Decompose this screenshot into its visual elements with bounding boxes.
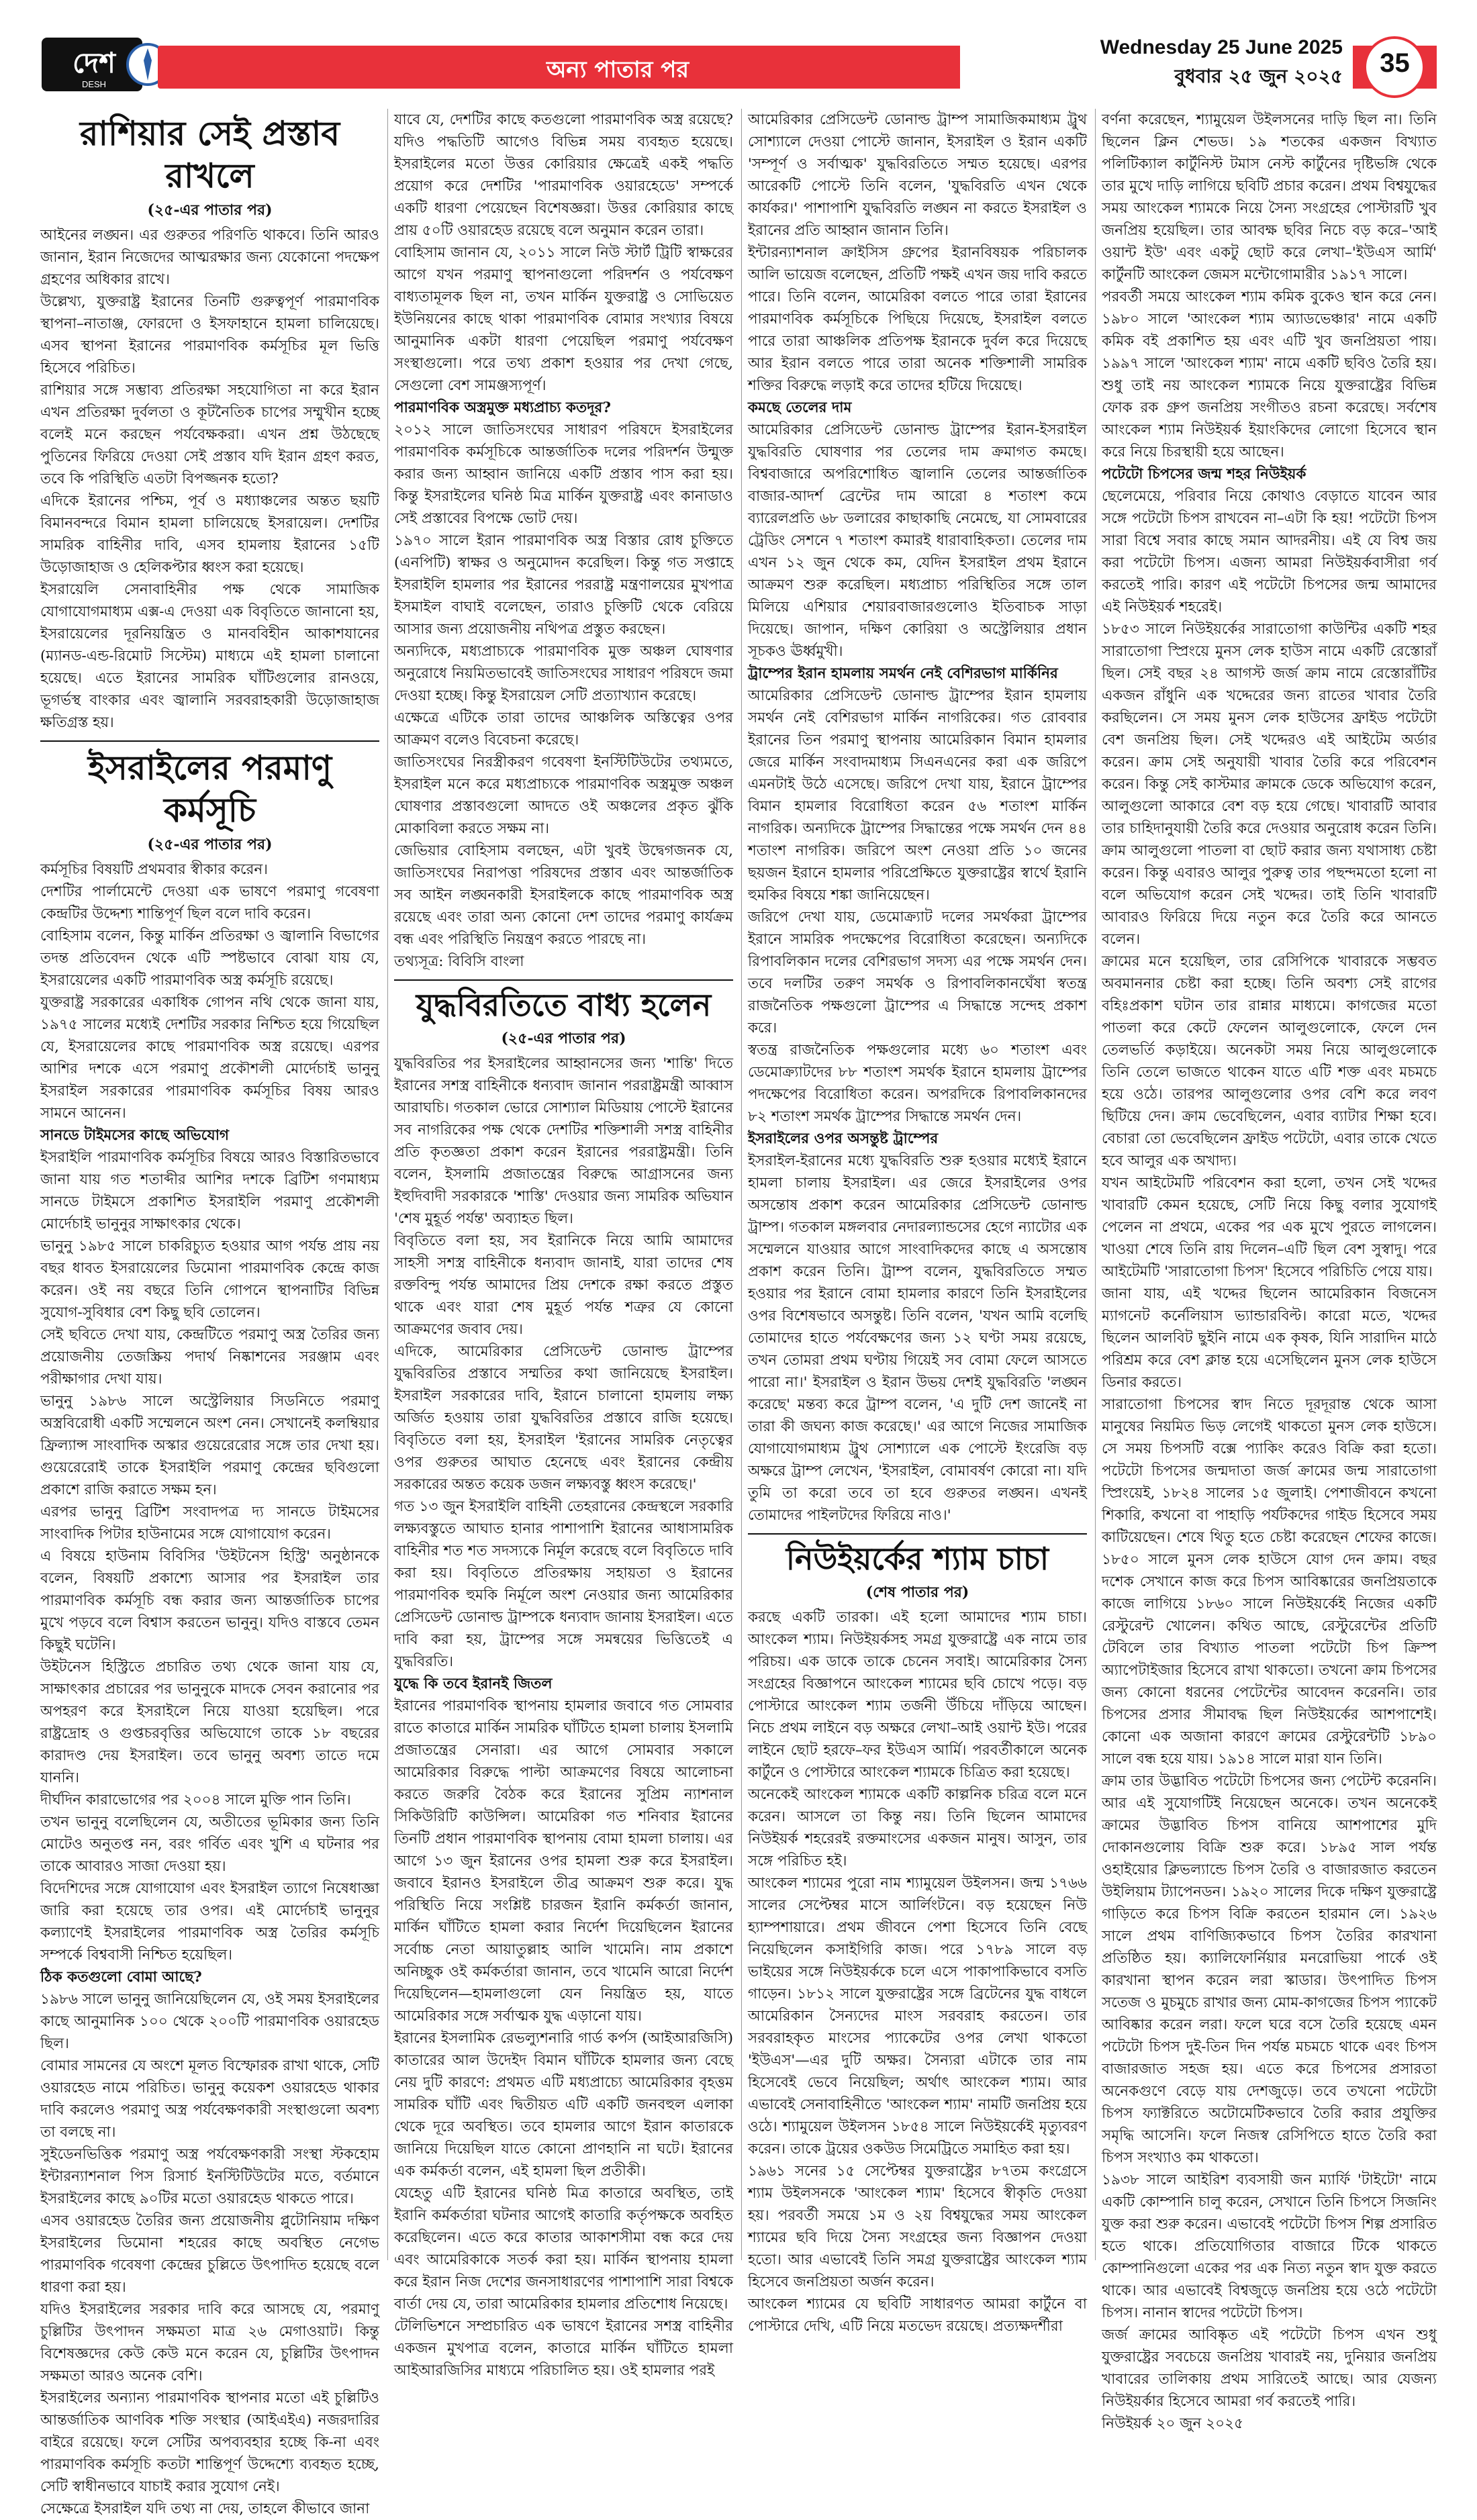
paragraph: ইসরাইল-ইরানের মধ্যে যুদ্ধবিরতি শুরু হওয়ার মধ্যেই ইরানে হামলা চালায় ইসরাইল। এর জেরে ইসরাইলের ওপর অসন্তোষ প্রকাশ করেন আমেরিকার প্রেসিডেন্ট ডোনাল্ড ট্রাম্প। গতকাল মঙ্গলবার নেদারল্যান্ডসের হেগে ন্যাটোর এক সম্মেলনে যাওয়ার আগে সাংবাদিকদের কাছে এ অসন্তোষ প্রকাশ করেন তিনি। ট্রাম্প বলেন, যুদ্ধবিরতিতে সম্মত হওয়ার পর ইরানে বোমা হামলার কারণে তিনি ইসরাইলের ওপর বিশেষভাবে অসন্তুষ্ট। তিনি বলেন, 'যখন আমি বলেছি তোমাদের হাতে পর্যবেক্ষণের জন্য ১২ ঘণ্টা সময় রয়েছে, তখন তোমরা প্রথম ঘণ্টায় গিয়েই সব বোমা ফেলে আসতে পারো না।' ইসরাইল ও ইরান উভয় দেশই যুদ্ধবিরতি 'লঙ্ঘন করেছে' মন্তব্য করে ট্রাম্প বলেন, 'এ দুটি দেশ জানেই না তারা কী জঘন্য কাজ করেছে।' এর আগে নিজের সামাজিক যোগাযোগমাধ্যম ট্রুথ সোশ্যালে এক পোস্টে ইংরেজি বড় অক্ষরে ট্রাম্প লেখেন, 'ইসরাইল, বোমাবর্ষণ কোরো না। যদি তুমি তা করো তবে তা হবে গুরুতর লঙ্ঘন। এখনই তোমাদের পাইলটদের ফিরিয়ে নাও।' [748, 1153, 1087, 1524]
source-credit: তথ্যসূত্র: বিবিসি বাংলা [394, 953, 524, 970]
paragraph: ইসরায়েলি সেনাবাহিনীর পক্ষ থেকে সামাজিক যোগাযোগমাধ্যম এক্স-এ দেওয়া এক বিবৃতিতে জানানো হয়, ইসরায়েলের দূরনিয়ন্ত্রিত ও মানববিহীন আকাশযানের (ম্যানড-এন্ড-রিমোট সিস্টেম) মাধ্যমে এই হামলা চালানো হয়েছে। এতে ইরানের সামরিক ঘাঁটিগুলোর রানওয়ে, ভূগর্ভস্থ বাংকার এবং জ্বালানি সরবরাহকারী উড়োজাহাজ ক্ষতিগ্রস্ত হয়। [40, 581, 379, 731]
headline-uncle-sam: নিউইয়র্কের শ্যাম চাচা [785, 1541, 1049, 1577]
paragraph: গত ১৩ জুন ইসরাইলি বাহিনী তেহরানের কেন্দ্রস্থলে সরকারি লক্ষ্যবস্তুতে আঘাত হানার পাশাপাশি ইরানের আধাসামরিক বাহিনীর শত শত সদস্যকে নির্মূল করেছে বলে বিবৃতিতে দাবি করা হয়। বিবৃতিতে প্রতিরক্ষায় সহায়তা ও ইরানের পারমাণবিক হুমকি নির্মূলে অংশ নেওয়ার জন্য আমেরিকার প্রেসিডেন্ট ডোনাল্ড ট্রাম্পকে ধন্যবাদ জানায় ইসরাইল। এতে দাবি করা হয়, ট্রাম্পের সঙ্গে সমন্বয়ের ভিত্তিতেই এ যুদ্ধবিরতি। [394, 1498, 733, 1670]
paragraph: ছেলেমেয়ে, পরিবার নিয়ে কোথাও বেড়াতে যাবেন আর সঙ্গে পটেটো চিপস রাখবেন না–এটা কি হয়! পটেটো চিপস সারা বিশ্বে সবার কাছে সমান আদরনীয়। এই যে বিশ্ব জয় করা পটেটো চিপস। এজন্য আমরা নিউইয়র্কবাসীরা গর্ব করতেই পারি। কারণ এই পটেটো চিপসের জন্ম আমাদের এই নিউইয়র্ক শহরেই। [1102, 488, 1437, 616]
subheading: সানডে টাইমসের কাছে অভিযোগ [40, 1127, 230, 1144]
paragraph: ১৯৮৬ সালে ভানুনু জানিয়েছিলেন যে, ওই সময় ইসরাইলের কাছে আনুমানিক ১০০ থেকে ২০০টি পারমাণবিক ওয়ারহেড ছিল। [40, 1991, 379, 2052]
paragraph: বোমার সামনের যে অংশে মূলত বিস্ফোরক রাখা থাকে, সেটি ওয়ারহেড নামে পরিচিত। ভানুনু কয়েকশ ওয়ারহেড থাকার দাবি করলেও পরমাণু অস্ত্র পর্যবেক্ষণকারী সংস্থাগুলো অবশ্য তা বলছে না। [40, 2057, 379, 2141]
divider [748, 1533, 1087, 1535]
continuation-note: (২৫-এর পাতার পর) [501, 1029, 626, 1047]
paragraph: ভানুনু ১৯৮৫ সালে চাকরিচ্যুত হওয়ার আগ পর্যন্ত প্রায় নয় বছর ধাবত ইসরায়েলের ডিমোনা পারমাণবিক কেন্দ্রে কাজ করেন। ওই নয় বছরে তিনি গোপনে স্থাপনাটির বিভিন্ন সুযোগ-সুবিধার বেশ কিছু ছবি তোলেন। [40, 1238, 379, 1321]
paragraph: ইরানের ইসলামিক রেভল্যুশনারি গার্ড কর্পস (আইআরজিসি) কাতারের আল উদেইদ বিমান ঘাঁটিকে হামলার জন্য বেছে নেয় দুটি কারণে: প্রথমত এটি মধ্যপ্রাচ্যে আমেরিকার বৃহত্তম সামরিক ঘাঁটি এবং দ্বিতীয়ত এটি একটি জনবহুল এলাকা থেকে দূরে অবস্থিত। তবে হামলার আগে ইরান কাতারকে জানিয়ে দিয়েছিল যাতে কোনো প্রাণহানি না ঘটে। ইরানের এক কর্মকর্তা বলেন, এই হামলা ছিল প্রতীকী। [394, 2029, 733, 2180]
subheading: যুদ্ধে কি তবে ইরানই জিতল [394, 1675, 553, 1692]
headline-ceasefire: যুদ্ধবিরতিতে বাধ্য হলেন [416, 987, 712, 1023]
subheading: পটেটো চিপসের জন্ম শহর নিউইয়র্ক [1102, 466, 1306, 483]
paragraph: করছে একটি তারকা। এই হলো আমাদের শ্যাম চাচা। আংকেল শ্যাম। নিউইয়র্কসহ সমগ্র যুক্তরাষ্ট্রে এক নামে তার পরিচয়। এক ডাকে তাকে চেনেন সবাই। আমেরিকার সৈন্য সংগ্রহের বিজ্ঞাপনে আংকেল শ্যামের ছবি চোখে পড়ে। বড় পোস্টারে আংকেল শ্যাম তর্জনী উঁচিয়ে দাঁড়িয়ে আছেন। নিচে প্রথম লাইনে বড় অক্ষরে লেখা–আই ওয়ান্ট ইউ। পরের লাইনে ছোট হরফে–ফর ইউএস আর্মি। পরবর্তীকালে অনেক কার্টুনে ও পোস্টারে আংকেল শ্যামকে চিত্রিত করা হয়েছে। [748, 1608, 1087, 1781]
paragraph: জাতিসংঘের নিরস্ত্রীকরণ গবেষণা ইনস্টিটিউটের তথ্যমতে, ইসরাইল মনে করে মধ্যপ্রাচ্যকে পারমাণবিক অস্ত্রমুক্ত অঞ্চল ঘোষণার প্রস্তাবগুলো আদতে ওই অঞ্চলের প্রকৃত ঝুঁকি মোকাবিলা করতে সক্ষম না। [394, 754, 733, 837]
subheading: পারমাণবিক অস্ত্রমুক্ত মধ্যপ্রাচ্য কতদূর? [394, 399, 611, 416]
section-title: অন্য পাতার পর [546, 56, 689, 83]
paragraph: ইন্টারন্যাশনাল ক্রাইসিস গ্রুপের ইরানবিষয়ক পরিচালক আলি ভায়েজ বলেছেন, প্রতিটি পক্ষই এখন জয় দাবি করতে পারে। তিনি বলেন, আমেরিকা বলতে পারে তারা ইরানের পারমাণবিক কর্মসূচিকে পিছিয়ে দিয়েছে, ইসরাইল বলতে পারে তারা আঞ্চলিক প্রতিপক্ষ ইরানকে দুর্বল করে দিয়েছে আর ইরান বলতে পারে তারা অনেক শক্তিশালী সামরিক শক্তির বিরুদ্ধে লড়াই করে তাদের হটিয়ে দিয়েছে। [748, 244, 1087, 394]
column-rule [741, 109, 742, 2260]
paragraph: আমেরিকার প্রেসিডেন্ট ডোনাল্ড ট্রাম্প সামাজিকমাধ্যম ট্রুথ সোশ্যালে দেওয়া পোস্টে জানান, ইসরাইল ও ইরান একটি 'সম্পূর্ণ ও সর্বাত্মক' যুদ্ধবিরতিতে সম্মত হয়েছে। এরপর আরেকটি পোস্টে তিনি বলেন, 'যুদ্ধবিরতি এখন থেকে কার্যকর।' পাশাপাশি যুদ্ধবিরতি লঙ্ঘন না করতে ইসরাইল ও ইরানের প্রতি আহ্বান জানান তিনি। [748, 111, 1087, 239]
desh-logo [40, 34, 168, 95]
header-date [960, 36, 1349, 93]
logo-text: দেশ [73, 46, 115, 79]
paragraph: রাশিয়ার সঙ্গে সম্ভাব্য প্রতিরক্ষা সহযোগিতা না করে ইরান এখন প্রতিরক্ষা দুর্বলতা ও কূটনৈতিক চাপের সম্মুখীন হচ্ছে বলেই মনে করছেন পর্যবেক্ষকরা। এখন প্রশ্ন উঠছেছে পুতিনের ফিরিয়ে দেওয়া সেই প্রস্তাব যদি ইরান গ্রহণ করত, তবে কি পরিস্থিতি এতটা বিপজ্জনক হতো? [40, 382, 379, 487]
paragraph: এসব ওয়ারহেড তৈরির জন্য প্রয়োজনীয় প্লুটোনিয়াম দক্ষিণ ইসরাইলের ডিমোনা শহরের কাছে অবস্থিত নেগেভ পারমাণবিক গবেষণা কেন্দ্রের চুল্লিতে উৎপাদিত হয়েছে বলে ধারণা করা হয়। [40, 2213, 379, 2296]
paragraph: এ বিষয়ে হাউনাম বিবিসির 'উইটনেস হিস্ট্রি' অনুষ্ঠানকে বলেন, বিষয়টি প্রকাশ্যে আসার পর ইসরাইল তার পারমাণবিক কর্মসূচি বন্ধ করার জন্য আন্তর্জাতিক চাপের মুখে পড়বে বলে বিশ্বাস করতেন ভানুনু। যদিও বাস্তবে তেমন কিছুই ঘটেনি। [40, 1548, 379, 1653]
paragraph: ১৮৫৩ সালে নিউইয়র্কের সারাতোগা কাউন্টির একটি শহর সারাতোগা স্প্রিংয়ে মুনস লেক হাউস নামে একটি রেস্তোরাঁ ছিল। সেই বছর ২৪ আগস্ট জর্জ ক্রাম নামে রেস্তোরাঁটির একজন রাঁধুনি এক খদ্দেরের জন্য রাতের খাবার তৈরি করছিলেন। সে সময় মুনস লেক হাউসের ফ্রাইড পটেটো বেশ জনপ্রিয় ছিল। সেই খদ্দেরও এই আইটেম অর্ডার করেন। ক্রাম সেই অনুযায়ী খাবার তৈরি করে পরিবেশন করেন। কিন্তু সেই কাস্টমার ক্রামকে ডেকে অভিযোগ করেন, আলুগুলো আকারে বেশ বড় হয়ে গেছে। খাবারটি আবার তার চাহিদানুযায়ী তৈরি করে দেওয়ার অনুরোধ করেন তিনি। ক্রাম আলুগুলো পাতলা বা ছোট করার জন্য যথাসাধ্য চেষ্টা করেন। কিন্তু এবারও আলুর পুরুত্ব তার পছন্দমতো হলো না বলে অভিযোগ করেন সেই খদ্দের। তাই তিনি খাবারটি আবারও ফিরিয়ে দিয়ে নতুন করে তৈরি করে আনতে বলেন। [1102, 621, 1437, 948]
paragraph: এক্ষেত্রে এটিকে তারা তাদের আঞ্চলিক অস্তিত্বের ওপর আক্রমণ বলেও বিবেচনা করেছে। [394, 710, 733, 748]
paragraph: আইনের লঙ্ঘন। এর গুরুতর পরিণতি থাকবে। তিনি আরও জানান, ইরান নিজেদের আত্মরক্ষার জন্য যেকোনো পদক্ষেপ গ্রহণের অধিকার রাখে। [40, 227, 379, 288]
date-english: Wednesday 25 June 2025 [1100, 36, 1343, 58]
paragraph: যুক্তরাষ্ট্র সরকারের একাধিক গোপন নথি থেকে জানা যায়, ১৯৭৫ সালের মধ্যেই দেশটির সরকার নিশ্চিত হয়ে গিয়েছিল যে, ইসরায়েলের কাছে পারমাণবিক অস্ত্র রয়েছে। এরপর আশির দশকে এসে পরমাণু প্রকৌশলী মোর্দেচাই ভানুনু ইসরাইল সরকারের পারমাণবিক কর্মসূচির বিষয় আরও সামনে আনেন। [40, 994, 379, 1122]
paragraph: পরবর্তী সময়ে আংকেল শ্যাম কমিক বুকেও স্থান করে নেন। ১৯৮০ সালে 'আংকেল শ্যাম অ্যাডভেঞ্চার' নামে একটি কমিক বই প্রকাশিত হয় এবং এটি খুব জনপ্রিয়তা পায়। ১৯৯৭ সালে 'আংকেল শ্যাম' নামে একটি ছবিও তৈরি হয়। শুধু তাই নয় আংকেল শ্যামকে নিয়ে যুক্তরাষ্ট্রের বিভিন্ন ফোক রক গ্রুপ জনপ্রিয় সংগীতও রচনা করেছে। সর্বশেষ আংকেল শ্যাম নিউইয়র্ক ইয়াংকিদের লোগো হিসেবে স্থান করে নিয়ে চিরস্থায়ী হয়ে আছেন। [1102, 289, 1437, 461]
paragraph: যেহেতু এটি ইরানের ঘনিষ্ঠ মিত্র কাতারে অবস্থিত, তাই ইরানি কর্মকর্তারা ঘটনার আগেই কাতারি কর্তৃপক্ষকে অবহিত করেছিলেন। এতে করে কাতার আকাশসীমা বন্ধ করে দেয় এবং আমেরিকাকে সতর্ক করা হয়। মার্কিন স্থাপনায় হামলা করে ইরান নিজ দেশের জনসাধারণের পাশাপাশি সারা বিশ্বকে বার্তা দেয় যে, তারা আমেরিকার হামলার প্রতিশোধ নিয়েছে। [394, 2184, 733, 2313]
paragraph: ইসরাইলের অন্যান্য পারমাণবিক স্থাপনার মতো এই চুল্লিটিও আন্তর্জাতিক আণবিক শক্তি সংস্থার (আইএইএ) নজরদারির বাইরে রয়েছে। ফলে সেটির অপব্যবহার হচ্ছে কি-না এবং পারমাণবিক কর্মসূচি কতটা শান্তিপূর্ণ উদ্দেশ্যে ব্যবহৃত হচ্ছে, সেটি স্বাধীনভাবে যাচাই করার সুযোগ নেই। [40, 2390, 379, 2495]
paragraph: উল্লেখ্য, যুক্তরাষ্ট্র ইরানের তিনটি গুরুত্বপূর্ণ পারমাণবিক স্থাপনা–নাতাঞ্জ, ফোরদো ও ইসফাহানে হামলা চালিয়েছে। এসব স্থাপনা ইরানের পারমাণবিক কর্মসূচির মূল ভিত্তি হিসেবে পরিচিত। [40, 293, 379, 377]
paragraph: এদিকে ইরানের পশ্চিম, পূর্ব ও মধ্যাঞ্চলের অন্তত ছয়টি বিমানবন্দরে বিমান হামলা চালিয়েছে ইসরায়েল। দেশটির সামরিক বাহিনীর দাবি, এসব হামলায় ইরানের ১৫টি উড়োজাহাজ ও হেলিকপ্টার ধ্বংস করা হয়েছে। [40, 493, 379, 576]
paragraph: যাবে যে, দেশটির কাছে কতগুলো পারমাণবিক অস্ত্র রয়েছে? যদিও পদ্ধতিটি আগেও বিভিন্ন সময় ব্যবহৃত হয়েছে। ইসরাইলের মতো উত্তর কোরিয়ার ক্ষেত্রেই একই পদ্ধতি প্রয়োগ করে দেশটির 'পারমাণবিক ওয়ারহেডে' সম্পর্কে একটি ধারণা পেয়েছেন বিশেষজ্ঞরা। উত্তর কোরিয়ার কাছে প্রায় ৫০টি ওয়ারহেড রয়েছে বলে অনুমান করেন তারা। [394, 111, 733, 239]
paragraph: জরিপে দেখা যায়, ডেমোক্র্যাট দলের সমর্থকরা ট্রাম্পের ইরানে সামরিক পদক্ষেপের বিরোধিতা করেছেন। অন্যদিকে রিপাবলিকান দলের বেশিরভাগ সদস্য এর পক্ষে সমর্থন দেন। তবে দলটির তরুণ সমর্থক ও রিপাবলিকানঘেঁষা স্বতন্ত্র রাজনৈতিক পক্ষগুলো ট্রাম্পের এ সিদ্ধান্তে সন্দেহ প্রকাশ করে। [748, 909, 1087, 1036]
paragraph: স্বতন্ত্র রাজনৈতিক পক্ষগুলোর মধ্যে ৬০ শতাংশ এবং ডেমোক্র্যাটদের ৮৮ শতাংশ সমর্থক ইরানে হামলায় ট্রাম্পের পদক্ষেপের বিরোধিতা করেন। অপরদিকে রিপাবলিকানদের ৮২ শতাংশ সমর্থক ট্রাম্পের সিদ্ধান্তে সমর্থন দেন। [748, 1042, 1087, 1125]
subheading: ঠিক কতগুলো বোমা আছে? [40, 1969, 202, 1986]
paragraph: দেশটির পার্লামেন্টে দেওয়া এক ভাষণে পরমাণু গবেষণা কেন্দ্রটির উদ্দেশ্য শান্তিপূর্ণ ছিল বলে দাবি করেন। [40, 883, 379, 922]
date-bengali: বুধবার ২৫ জুন ২০২৫ [1174, 65, 1343, 87]
paragraph: সেক্ষেত্রে ইসরাইল যদি তথ্য না দেয়, তাহলে কীভাবে জানা [40, 2501, 370, 2517]
paragraph: উইটনেস হিস্ট্রিতে প্রচারিত তথ্য থেকে জানা যায় যে, সাক্ষাৎকার প্রচারের পর ভানুনুকে মাদকে সেবন করানোর পর অপহরণ করে ইসরাইলে নিয়ে যাওয়া হয়েছিল। পরে রাষ্ট্রদ্রোহ ও গুপ্তচরবৃত্তির অভিযোগে তাকে ১৮ বছরের কারাদণ্ড দেয় ইসরাইল। তবে ভানুনু অবশ্য তাতে দমে যাননি। [40, 1659, 379, 1786]
paragraph: ক্রাম তার উদ্ভাবিত পটেটো চিপসের জন্য পেটেন্ট করেননি। আর এই সুযোগটিই নিয়েছেন অনেকে। তখন অনেকেই ক্রামের উদ্ভাবিত চিপস বানিয়ে আশপাশের মুদি দোকানগুলোয় বিক্রি শুরু করে। ১৮৯৫ সাল পর্যন্ত ওহাইয়োর ক্লিভল্যান্ডে চিপস তৈরি ও বাজারজাত করতেন উইলিয়াম ট্যাপেনডন। ১৯২০ সালের দিকে দক্ষিণ যুক্তরাষ্ট্রে গাড়িতে করে চিপস বিক্রি করতেন হারমান লে। ১৯২৬ সালে প্রথম বাণিজ্যিকভাবে চিপস তৈরির কারখানা প্রতিষ্ঠিত হয়। ক্যালিফোর্নিয়ার মনরোভিয়া পার্কে ওই কারখানা স্থাপন করেন লরা স্কাডার। উৎপাদিত চিপস সতেজ ও মুচমুচে রাখার জন্য মোম-কাগজের চিপস প্যাকেট আবিষ্কার করেন লরা। ফলে ঘরে বসে তৈরি হয়েছে এমন পটেটো চিপস দুই-তিন দিন পর্যন্ত মচমচে থাকে এবং চিপস বাজারজাত সহজ হয়। এতে করে চিপসের প্রসারতা অনেকগুণে বেড়ে যায় দেশজুড়ে। তবে তখনো পটেটো চিপস ফ্যাক্টরিতে অটোমেটিকভাবে তৈরি করার প্রযুক্তির সমৃদ্ধি আসেনি। ফলে নিজস্ব রেসিপিতে হাতে তৈরি করা চিপস সংখ্যাও কম থাকতো। [1102, 1773, 1437, 2166]
paragraph: যুদ্ধবিরতির পর ইসরাইলের আহ্বানসের জন্য 'শান্তি' দিতে ইরানের সশস্ত্র বাহিনীকে ধন্যবাদ জানান পররাষ্ট্রমন্ত্রী আব্বাস আরাঘচি। গতকাল ভোরে সোশ্যাল মিডিয়ায় পোস্টে ইরানের সব নাগরিকের পক্ষ থেকে দেশটির শক্তিশালী সশস্ত্র বাহিনীর প্রতি কৃতজ্ঞতা প্রকাশ করেন ইরানের পররাষ্ট্রমন্ত্রী। তিনি বলেন, ইসলামি প্রজাতন্ত্রের বিরুদ্ধে আগ্রাসনের জন্য ইহুদিবাদী সরকারকে 'শাস্তি' দেওয়ার জন্য সামরিক অভিযান 'শেষ মুহূর্ত পর্যন্ত' অব্যাহত ছিল। [394, 1055, 733, 1227]
divider [40, 740, 379, 742]
paragraph: অনেকেই আংকেল শ্যামকে একটি কাল্পনিক চরিত্র বলে মনে করেন। আসলে তা কিন্তু নয়। তিনি ছিলেন আমাদের নিউইয়র্ক শহরেরই রক্তমাংসের একজন মানুষ। আসুন, তার সঙ্গে পরিচিত হই। [748, 1786, 1087, 1870]
paragraph: তখন ভানুনু বলেছিলেন যে, অতীতের ভূমিকার জন্য তিনি মোটেও অনুতপ্ত নন, বরং গর্বিত এবং খুশি এ ঘটনার পর তাকে আবারও সাজা দেওয়া হয়। [40, 1814, 379, 1875]
paragraph: সুইডেনভিত্তিক পরমাণু অস্ত্র পর্যবেক্ষণকারী সংস্থা স্টকহোম ইন্টারন্যাশনাল পিস রিসার্চ ইনস্টিটিউটের মতে, বর্তমানে ইসরাইলের কাছে ৯০টির মতো ওয়ারহেড থাকতে পারে। [40, 2146, 379, 2207]
dateline: নিউইয়র্ক ২০ জুন ২০২৫ [1102, 2415, 1244, 2432]
paragraph: অন্যদিকে, মধ্যপ্রাচ্যকে পারমাণবিক মুক্ত অঞ্চল ঘোষণার অনুরোধে নিয়মিতভাবেই জাতিসংঘের সাধারণ পরিষদে জমা দেওয়া হচ্ছে। কিন্তু ইসরায়েল সেটি প্রত্যাখ্যান করেছে। [394, 643, 733, 704]
paragraph: সেই ছবিতে দেখা যায়, কেন্দ্রটিতে পরমাণু অস্ত্র তৈরির জন্য প্রয়োজনীয় তেজস্ক্রিয় পদার্থ নিষ্কাশনের সরঞ্জাম এবং পরীক্ষাগার দেখা যায়। [40, 1326, 379, 1388]
paragraph: ক্রামের মনে হয়েছিল, তার রেসিপিকে খাবারকে সম্ভবত অবমাননার চেষ্টা করা হচ্ছে। তিনি অবশ্য সেই রাগের বহিঃপ্রকাশ ঘটান তার রান্নার মাধ্যমে। কাগজের মতো পাতলা করে কেটে ফেলেন আলুগুলোকে, ফেলে দেন তেলভর্তি কড়াইয়ে। অনেকটা সময় নিয়ে আলুগুলোকে তিনি তেলে ভাজতে থাকেন যাতে এটি শক্ত এবং মচমচে হয়ে ওঠে। তারপর আলুগুলোর ওপর বেশি করে লবণ ছিটিয়ে দেন। ক্রাম ভেবেছিলেন, এবার ব্যাটার শিক্ষা হবে। বেচারা তো ভেবেছিলেন ফ্রাইড পটেটো, এবার তাকে খেতে হবে আলুর এক অখাদ্য। [1102, 953, 1437, 1169]
paragraph: বোহিসাম বলেন, কিন্তু মার্কিন প্রতিরক্ষা ও জ্বালানি বিভাগের তদন্ত প্রতিবেদন থেকে এটি স্পষ্টভাবে বোঝা যায় যে, ইসরায়েলের একটি পারমাণবিক অস্ত্র কর্মসূচি রয়েছে। [40, 928, 379, 989]
paragraph: জানা যায়, এই খদ্দের ছিলেন আমেরিকান বিজনেস ম্যাগনেট কর্নেলিয়াস ভ্যান্ডারবিল্ট। কারো মতে, খদ্দের ছিলেন আলবিট ছুইনি নামে এক কৃষক, যিনি সারাদিন মাঠে পরিশ্রম করে বেশ ক্লান্ত হয়ে এসেছিলেন মুনস লেক হাউসে ডিনার করতে। [1102, 1286, 1437, 1391]
subheading: ইসরাইলের ওপর অসন্তুষ্ট ট্রাম্পের [748, 1130, 939, 1147]
article-columns [40, 109, 1437, 2517]
paragraph: কর্মসূচির বিষয়টি প্রথমবার স্বীকার করেন। [40, 861, 268, 878]
paragraph: বর্ণনা করেছেন, শ্যামুয়েল উইলসনের দাড়ি ছিল না। তিনি ছিলেন ক্লিন শেভড। ১৯ শতকের একজন বিখ্যাত পলিটিক্যাল কার্টুনিস্ট টমাস নেস্ট কার্টুনের দৃষ্টিভঙ্গি থেকে তার মুখে দাড়ি লাগিয়ে ছবিটি প্রচার করেন। প্রথম বিশ্বযুদ্ধের সময় আংকেল শ্যামকে নিয়ে সৈন্য সংগ্রহের পোস্টারটি খুব জনপ্রিয় হয়েছিল। তার আবক্ষ ছবির নিচে বড় করে–'আই ওয়ান্ট ইউ' এবং একটু ছোট করে লেখা–'ইউএস আর্মি' কার্টুনটি আংকেল জেমস মন্টোগোমারীর ১৯১৭ সালে। [1102, 111, 1437, 283]
paragraph: বিবৃতিতে বলা হয়, সব ইরানিকে নিয়ে আমি আমাদের সাহসী সশস্ত্র বাহিনীকে ধন্যবাদ জানাই, যারা তাদের শেষ রক্তবিন্দু পর্যন্ত আমাদের প্রিয় দেশকে রক্ষা করতে প্রস্তুত থাকে এবং যারা শেষ মুহূর্ত পর্যন্ত শত্রুর যে কোনো আক্রমণের জবাব দেয়। [394, 1232, 733, 1338]
masthead [40, 34, 1437, 95]
column-rule [387, 109, 388, 2260]
logo-subtext: DESH [81, 79, 107, 89]
column-3 [748, 109, 1087, 2335]
paragraph: সারাতোগা চিপসের স্বাদ নিতে দূরদূরান্ত থেকে আসা মানুষের নিয়মিত ভিড় লেগেই থাকতো মুনস লেক হাউসে। সে সময় চিপসটি বক্সে প্যাকিং করেও বিক্রি করা হতো। পটেটো চিপসের জন্মদাতা জর্জ ক্রামের জন্ম সারাতোগা স্প্রিংয়েই, ১৮২৪ সালের ১৫ জুলাই। পেশাজীবনে কখনো শিকারি, কখনো বা পাহাড়ি পর্যটকদের গাইড হিসেবে সময় কাটিয়েছেন। শেষে থিতু হতে চেষ্টা করেছেন শেফের কাজে। ১৮৫০ সালে মুনস লেক হাউসে যোগ দেন ক্রাম। বছর দশেক সেখানে কাজ করে চিপস আবিষ্কারের জনপ্রিয়তাকে কাজে লাগিয়ে ১৮৬০ সালে নিউইয়র্কেই নিজের একটি রেস্টুরেন্ট খোলেন। কথিত আছে, রেস্টুরেন্টের প্রতিটি টেবিলে তার বিখ্যাত পাতলা পটেটো চিপ ক্রিস্প অ্যাপেটাইজার হিসেবে রাখা থাকতো। তখনো ক্রাম চিপসের জন্য কোনো ধরনের পেটেন্টের আবেদন করেননি। তার চিপসের প্রসার সীমাবদ্ধ ছিল নিউইয়র্কের আশপাশেই। কোনো এক অজানা কারণে ক্রামের রেস্টুরেন্টটি ১৮৯০ সালে বন্ধ হয়ে যায়। ১৯১৪ সালে মারা যান তিনি। [1102, 1396, 1437, 1767]
paragraph: বিদেশিদের সঙ্গে যোগাযোগ এবং ইসরাইল ত্যাগে নিষেধাজ্ঞা জারি করা হয়েছে তার ওপর। এই মোর্দেচাই ভানুনুর কল্যাণেই ইসরাইলের পারমাণবিক অস্ত্র তৈরির কর্মসূচি সম্পর্কে বিশ্ববাসী নিশ্চিত হয়েছিল। [40, 1880, 379, 1964]
page-number: 35 [1380, 48, 1410, 78]
continuation-note: (২৫-এর পাতার পর) [147, 836, 273, 853]
paragraph: আমেরিকার প্রেসিডেন্ট ডোনাল্ড ট্রাম্পের ইরান হামলায় সমর্থন নেই বেশিরভাগ মার্কিন নাগরিকের। গত রোববার ইরানের তিন পরমাণু স্থাপনায় আমেরিকান বিমান হামলার জেরে মার্কিন সংবাদমাধ্যম সিএনএনের করা এক জরিপে এমনটাই উঠে এসেছে। জরিপে দেখা যায়, ইরানে ট্রাম্পের বিমান হামলার বিরোধিতা করেন ৫৬ শতাংশ মার্কিন নাগরিক। অন্যদিকে ট্রাম্পের সিদ্ধান্তের পক্ষে সমর্থন দেন ৪৪ শতাংশ নাগরিক। জরিপে অংশ নেওয়া প্রতি ১০ জনের ছয়জন ইরানে হামলার পরিপ্রেক্ষিতে যুক্তরাষ্ট্রের স্বার্থে ইরানি হুমকির বিষয়ে শঙ্কা জানিয়েছেন। [748, 687, 1087, 904]
page-number-badge [1353, 34, 1437, 95]
paragraph: ১৯৭০ সালে ইরান পারমাণবিক অস্ত্র বিস্তার রোধ চুক্তিতে (এনপিটি) স্বাক্ষর ও অনুমোদন করেছিল। কিন্তু গত সপ্তাহে ইসরাইলি হামলার পর ইরানের পররাষ্ট্র মন্ত্রণালয়ের মুখপাত্র ইসমাইল বাঘাই বলেছেন, তারাও চুক্তিটি থেকে বেরিয়ে আসার জন্য প্রয়োজনীয় নথিপত্র প্রস্তুত করছেন। [394, 532, 733, 638]
paragraph: বোহিসাম জানান যে, ২০১১ সালে নিউ স্টার্ট ট্রিটি স্বাক্ষরের আগে যখন পরমাণু স্থাপনাগুলো পরিদর্শন ও পর্যবেক্ষণ বাধ্যতামূলক ছিল না, তখন মার্কিন যুক্তরাষ্ট্র ও সোভিয়েত ইউনিয়নের কাছে থাকা পারমাণবিক বোমার সংখ্যার বিষয়ে আনুমানিক একটা ধারণা পেয়েছিল পরমাণু পর্যবেক্ষণ সংস্থাগুলো। পরে তথ্য প্রকাশ হওয়ার পর দেখা গেছে, সেগুলো বেশ সামঞ্জস্যপূর্ণ। [394, 244, 733, 394]
column-4 [1102, 109, 1437, 2432]
subheading: ট্রাম্পের ইরান হামলায় সমর্থন নেই বেশিরভাগ মার্কিনির [748, 665, 1058, 682]
continuation-note: (২৫-এর পাতার পর) [147, 201, 273, 219]
subheading: কমছে তেলের দাম [748, 399, 852, 416]
column-2 [394, 109, 733, 2379]
paragraph: ভানুনু ১৯৮৬ সালে অস্ট্রেলিয়ার সিডনিতে পরমাণু অস্ত্রবিরোধী একটি সম্মেলনে অংশ নেন। সেখানেই কলম্বিয়ার ফ্রিল্যান্স সাংবাদিক অস্কার গুয়েরেরোর সঙ্গে তার দেখা হয়। গুয়েরেরোই তাকে ইসরাইলি পরমাণু কেন্দ্রের ছবিগুলো প্রকাশে রাজি করাতে সক্ষম হন। [40, 1393, 379, 1498]
divider [394, 979, 733, 981]
paragraph: যদিও ইসরাইলের সরকার দাবি করে আসছে যে, পরমাণু চুল্লিটির উৎপাদন সক্ষমতা মাত্র ২৬ মেগাওয়াট। কিন্তু বিশেষজ্ঞদের কেউ কেউ মনে করেন যে, চুল্লিটির উৎপাদন সক্ষমতা আরও অনেক বেশি। [40, 2301, 379, 2384]
continuation-note: (শেষ পাতার পর) [865, 1583, 969, 1601]
paragraph: ১৯৬১ সনের ১৫ সেপ্টেম্বর যুক্তরাষ্ট্রের ৮৭তম কংগ্রেসে শ্যাম উইলসনকে 'আংকেল শ্যাম' হিসেবে স্বীকৃতি দেওয়া হয়। পরবর্তী সময়ে ১ম ও ২য় বিশ্বযুদ্ধের সময় আংকেল শ্যামের ছবি দিয়ে সৈন্য সংগ্রহের জন্য বিজ্ঞাপন দেওয়া হতো। আর এভাবেই তিনি সমগ্র যুক্তরাষ্ট্রের আংকেল শ্যাম হিসেবে জনপ্রিয়তা অর্জন করেন। [748, 2162, 1087, 2290]
paragraph: ১৯৩৮ সালে আইরিশ ব্যবসায়ী জন ম্যার্ফি 'টাইটো' নামে একটি কোম্পানি চালু করেন, সেখানে তিনি চিপসে সিজনিং যুক্ত করা শুরু করেন। এভাবেই পটেটো চিপস শিল্প প্রসারিত হতে থাকে। প্রতিযোগিতার বাজারে টিকে থাকতে কোম্পানিগুলো একের পর এক নিত্য নতুন স্বাদ যুক্ত করতে থাকে। আর এভাবেই বিশ্বজুড়ে জনপ্রিয় হয়ে ওঠে পটেটো চিপস। নানান স্বাদের পটেটো চিপস। [1102, 2172, 1437, 2321]
paragraph: ইসরাইলি পারমাণবিক কর্মসূচির বিষয়ে আরও বিস্তারিতভাবে জানা যায় গত শতাব্দীর আশির দশকে ব্রিটিশ গণমাধ্যম সানডে টাইমসে প্রকাশিত ইসরাইলি পরমাণু প্রকৌশলী মোর্দেচাই ভানুনুর সাক্ষাৎকার থেকে। [40, 1149, 379, 1232]
paragraph: আংকেল শ্যামের পুরো নাম শ্যামুয়েল উইলসন। জন্ম ১৭৬৬ সালের সেপ্টেম্বর মাসে আর্লিংটনে। বড় হয়েছেন নিউ হ্যাম্পশায়ারে। প্রথম জীবনে পেশা হিসেবে তিনি বেছে নিয়েছিলেন কসাইগিরি কাজ। পরে ১৭৮৯ সালে বড় ভাইয়ের সঙ্গে নিউইয়র্ককে চলে এসে পাকাপাকিভাবে বসতি গাড়েন। ১৮১২ সালে যুক্তরাষ্ট্রের সঙ্গে ব্রিটেনের যুদ্ধ বাধলে আমেরিকান সৈন্যদের মাংস সরবরাহ করতেন। তার সরবরাহকৃত মাংসের প্যাকেটের ওপর লেখা থাকতো 'ইউএস'—এর দুটি অক্ষর। সৈন্যরা এটাকে তার নাম হিসেবেই ভেবে নিয়েছিল; অর্থাৎ আংকেল শ্যাম। আর এভাবেই সেনাবাহিনীতে 'আংকেল শ্যাম' নামটি জনপ্রিয় হয়ে ওঠে। শ্যামুয়েল উইলসন ১৮৫৪ সালে নিউইয়র্কেই মৃত্যুবরণ করেন। তাকে ট্রয়ের ওকউড সিমেট্রিতে সমাহিত করা হয়। [748, 1874, 1087, 2158]
paragraph: ২০১২ সালে জাতিসংঘের সাধারণ পরিষদে ইসরাইলের পারমাণবিক কর্মসূচিকে আন্তর্জাতিক দলের পরিদর্শন উন্মুক্ত করার জন্য আহ্বান জানিয়ে একটি প্রস্তাব পাস করা হয়। কিন্তু ইসরাইলের ঘনিষ্ঠ মিত্র মার্কিন যুক্তরাষ্ট্র এবং কানাডাও সেই প্রস্তাবের বিপক্ষে ভোট দেয়। [394, 422, 733, 527]
headline-israel-nuclear: ইসরাইলের পরমাণু কর্মসূচি [87, 748, 332, 830]
column-1 [40, 109, 379, 2517]
paragraph: আংকেল শ্যামের যে ছবিটি সাধারণত আমরা কার্টুনে বা পোস্টারে দেখি, এটি নিয়ে মতভেদ রয়েছে। প্রত্যক্ষদর্শীরা [748, 2295, 1087, 2335]
paragraph: জেভিয়ার বোহিসাম বলছেন, এটা খুবই উদ্বেগজনক যে, জাতিসংঘের নিরাপত্তা পরিষদের প্রস্তাব এবং আন্তর্জাতিক সব আইন লঙ্ঘনকারী ইসরাইলকে কাছে পারমাণবিক অস্ত্র রয়েছে এবং তারা অন্য কোনো দেশ তাদের পরমাণু কার্যক্রম বন্ধ এবং পরিস্থিতি নিয়ন্ত্রণ করতে পারছে না। [394, 842, 733, 948]
paragraph: জর্জ ক্রামের আবিষ্কৃত এই পটেটো চিপস এখন শুধু যুক্তরাষ্ট্রের সবচেয়ে জনপ্রিয় খাবারই নয়, দুনিয়ার জনপ্রিয় খাবারের তালিকায় প্রথম সারিতেই আছে। আর যেজন্য নিউইয়র্কার হিসেবে আমরা গর্ব করতেই পারি। [1102, 2327, 1437, 2410]
paragraph: এদিকে, আমেরিকার প্রেসিডেন্ট ডোনাল্ড ট্রাম্পের যুদ্ধবিরতির প্রস্তাবে সম্মতির কথা জানিয়েছে ইসরাইল। ইসরাইল সরকারের দাবি, ইরানে চালানো হামলায় লক্ষ্য অর্জিত হওয়ায় তারা যুদ্ধবিরতির প্রস্তাবে রাজি হয়েছে। বিবৃতিতে বলা হয়, ইসরাইল 'ইরানের সামরিক নেতৃত্বের ওপর গুরুতর আঘাত হেনেছে এবং ইরানের কেন্দ্রীয় সরকারের অন্তত কয়েক ডজন লক্ষ্যবস্তু ধ্বংস করেছে।' [394, 1343, 733, 1493]
paragraph: ইরানের পারমাণবিক স্থাপনায় হামলার জবাবে গত সোমবার রাতে কাতারে মার্কিন সামরিক ঘাঁটিতে হামলা চালায় ইসলামি প্রজাতন্ত্রের সেনারা। এর আগে সোমবার সকালে আমেরিকার বিরুদ্ধে পাল্টা আক্রমণের বিষয়ে আলোচনা করতে জরুরি বৈঠক করে ইরানের সুপ্রিম ন্যাশনাল সিকিউরিটি কাউন্সিল। আমেরিকা গত শনিবার ইরানের তিনটি প্রধান পারমাণবিক স্থাপনায় বোমা হামলা চালায়। এর আগে ১৩ জুন ইরানের ওপর হামলা শুরু করে ইসরাইল। জবাবে ইরানও ইসরাইলে তীব্র আক্রমণ শুরু করে। যুদ্ধ পরিস্থিতি নিয়ে সংশ্লিষ্ট চারজন ইরানি কর্মকর্তা জানান, মার্কিন ঘাঁটিতে হামলা করার নির্দেশ দিয়েছিলেন ইরানের সর্বোচ্চ নেতা আয়াতুল্লাহ আলি খামেনি। নাম প্রকাশে অনিচ্ছুক ওই কর্মকর্তারা জানান, তবে খামেনি আরো নির্দেশ দিয়েছিলেন—হামলাগুলো যেন নিয়ন্ত্রিত হয়, যাতে আমেরিকার সঙ্গে সর্বাত্মক যুদ্ধ এড়ানো যায়। [394, 1697, 733, 2025]
paragraph: এরপর ভানুনু ব্রিটিশ সংবাদপত্র দ্য সানডে টাইমসের সাংবাদিক পিটার হাউনামের সঙ্গে যোগাযোগ করেন। [40, 1504, 379, 1543]
paragraph: দীর্ঘদিন কারাভোগের পর ২০০৪ সালে মুক্তি পান তিনি। [40, 1792, 351, 1808]
column-rule [1095, 109, 1096, 2260]
section-band [158, 46, 1078, 89]
paragraph: যখন আইটেমটি পরিবেশন করা হলো, তখন সেই খদ্দের খাবারটি কেমন হয়েছে, সেটি নিয়ে কিছু বলার সুযোগই পেলেন না প্রথমে, একের পর এক মুখে পুরতে লাগলেন। খাওয়া শেষে তিনি রায় দিলেন–এটি ছিল বেশ সুস্বাদু। পরে আইটেমটি 'সারাতোগা চিপস' হিসেবে পরিচিতি পেয়ে যায়। [1102, 1175, 1437, 1280]
paragraph: টেলিভিশনে সম্প্রচারিত এক ভাষণে ইরানের সশস্ত্র বাহিনীর একজন মুখপাত্র বলেন, কাতারে মার্কিন ঘাঁটিতে হামলা আইআরজিসির মাধ্যমে পরিচালিত হয়। ওই হামলার পরই [394, 2317, 733, 2379]
headline-russia: রাশিয়ার সেই প্রস্তাব রাখলে [79, 113, 340, 195]
paragraph: আমেরিকার প্রেসিডেন্ট ডোনাল্ড ট্রাম্পের ইরান-ইসরাইল যুদ্ধবিরতি ঘোষণার পর তেলের দাম ক্রমাগত কমছে। বিশ্ববাজারে অপরিশোধিত জ্বালানি তেলের আন্তর্জাতিক বাজার-আদর্শ ব্রেন্টের দাম আরো ৪ শতাংশ কমে ব্যারেলপ্রতি ৬৮ ডলারের কাছাকাছি নেমেছে, যা সোমবারের ট্রেডিং সেশনে ৭ শতাংশ কমারই ধারাবাহিকতা। তেলের দাম এখন ১২ জুন থেকে কম, যেদিন ইসরাইল প্রথম ইরানে আক্রমণ শুরু করেছিল। মধ্যপ্রাচ্য পরিস্থিতির সঙ্গে তাল মিলিয়ে এশিয়ার শেয়ারবাজারগুলোও ইতিবাচক সাড়া দিয়েছে। জাপান, দক্ষিণ কোরিয়া ও অস্ট্রেলিয়ার প্রধান সূচকও ঊর্ধ্বমুখী। [748, 422, 1087, 660]
